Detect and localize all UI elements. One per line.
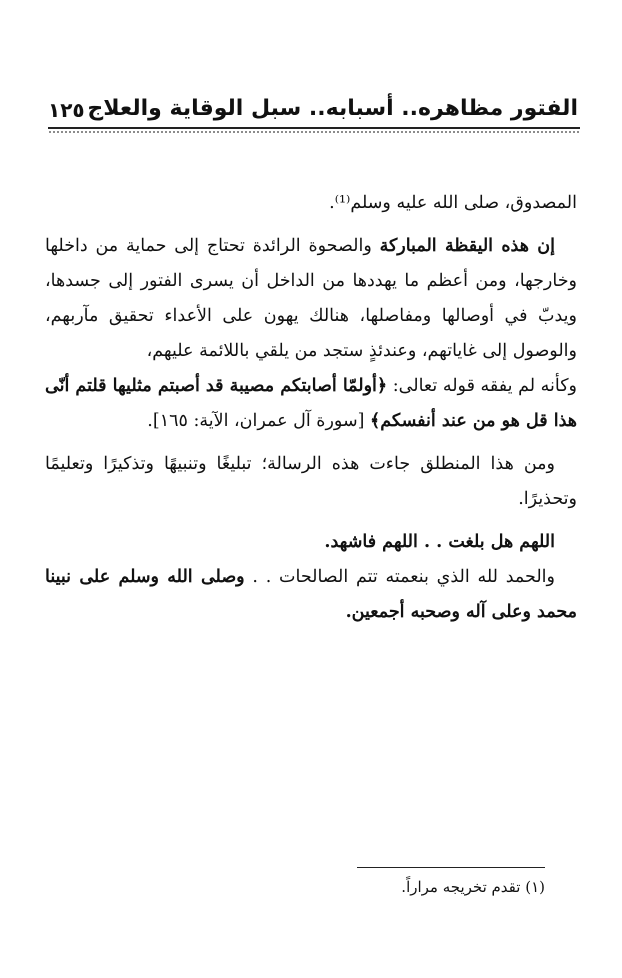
emphasis-phrase: إن هذه اليقظة المباركة [379,236,555,256]
verse-intro: وكأنه لم يفقه قوله تعالى: [387,376,577,396]
running-title: الفتور مظاهره.. أسبابه.. سبل الوقاية والعلاج [87,96,578,121]
verse-reference: [سورة آل عمران، الآية: ١٦٥]. [147,411,370,431]
paragraph-purpose: ومن هذا المنطلق جاءت هذه الرسالة؛ تبليغًا وتنبيهًا وتذكيرًا وتعليمًا وتحذيرًا. [45,454,577,509]
page-body [45,186,577,630]
footnote-separator [357,867,545,868]
paragraph-awakening-text: والصحوة الرائدة تحتاج إلى حماية من داخلها وخارجها، ومن أعظم ما يهددها من الداخل أن يسرى الفتور إلى جسدها، ويدبّ في أوصالها ومفاصلها، هنالك يهون على الأعداء تحقيق مآربهم، والوصول إلى غاياتهم، وعندئذٍ ستجد من يلقي باللائمة عليهم، [45,236,577,361]
header-ornament-band [48,130,580,135]
paragraph-closing [45,560,577,630]
paragraph-verse [45,369,577,439]
footnote: (١) تقدم تخريجه مراراً. [401,878,545,896]
closing-text: والحمد لله الذي بنعمته تتم الصالحات . . [244,567,555,587]
closing-salutation: وصلى الله وسلم على نبينا محمد وعلى آله وصحبه أجمعين. [45,567,577,622]
paragraph-continuation: المصدوق، صلى الله عليه وسلم⁽¹⁾. [329,193,577,213]
prayer-line: اللهم هل بلغت . . اللهم فاشهد. [324,532,555,552]
header-rule [48,127,580,129]
page-number: ١٢٥ [48,98,85,122]
paragraph-awakening [45,229,577,369]
page-header [48,94,578,130]
quran-verse: ﴿أولمّا أصابتكم مصيبة قد أصبتم مثليها قلتم أنّى هذا قل هو من عند أنفسكم﴾ [45,376,577,431]
